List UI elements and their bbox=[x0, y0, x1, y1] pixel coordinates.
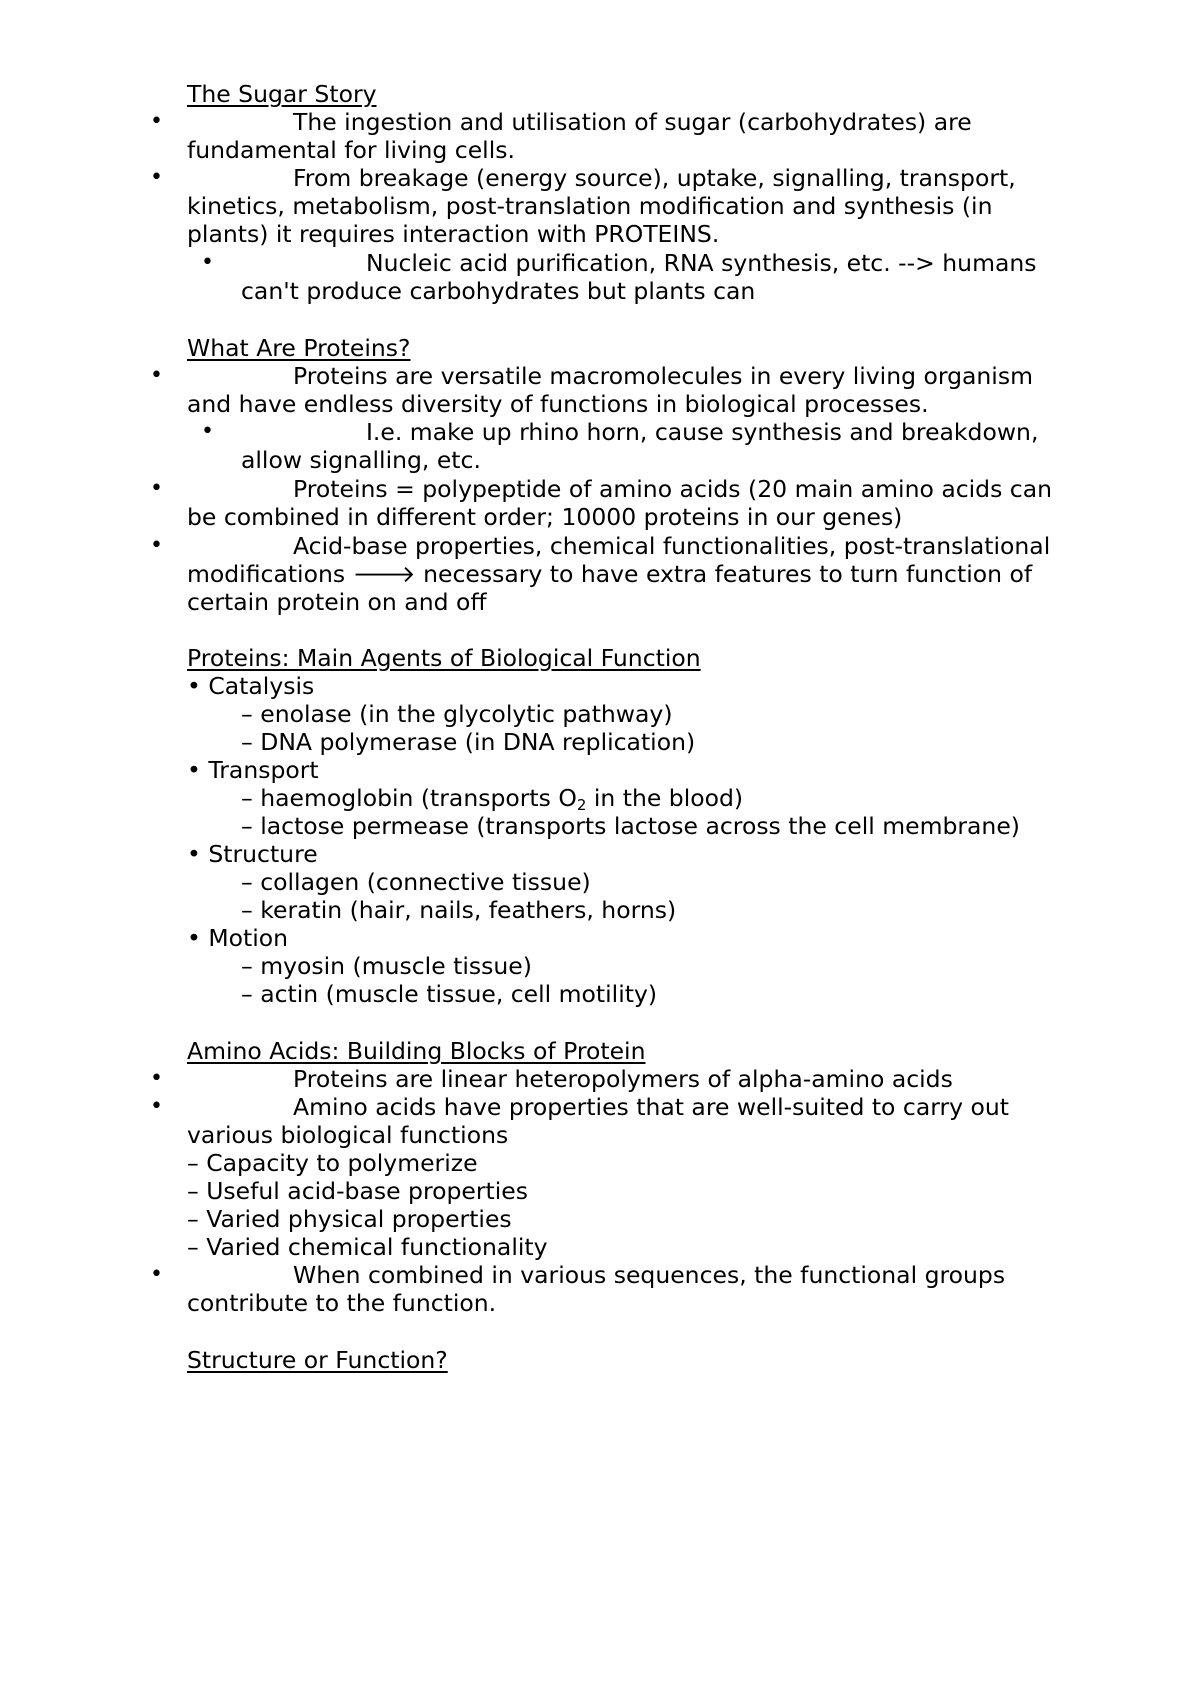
dash-item: – Varied physical properties bbox=[187, 1205, 512, 1233]
paragraph-line: When combined in various sequences, the functional groups bbox=[293, 1261, 1006, 1289]
paragraph-line: The ingestion and utilisation of sugar (carbohydrates) are bbox=[293, 108, 972, 136]
heading-what-are-proteins: What Are Proteins? bbox=[187, 334, 411, 362]
bullet-icon: • bbox=[201, 419, 214, 444]
bullet-icon: • bbox=[150, 109, 163, 134]
paragraph-line: Amino acids have properties that are well-suited to carry out bbox=[293, 1093, 1010, 1121]
sub-list-item: – actin (muscle tissue, cell motility) bbox=[241, 980, 658, 1008]
bullet-icon: • bbox=[150, 1262, 163, 1287]
bullet-icon: • bbox=[150, 363, 163, 388]
bullet-icon: • bbox=[150, 1094, 163, 1119]
sub-list-item: – keratin (hair, nails, feathers, horns) bbox=[241, 896, 677, 924]
heading-amino-acids: Amino Acids: Building Blocks of Protein bbox=[187, 1037, 646, 1065]
paragraph-line: Proteins are linear heteropolymers of alpha-amino acids bbox=[293, 1065, 953, 1093]
paragraph-line: modifications 🡒 necessary to have extra features to turn function of bbox=[187, 560, 1033, 588]
list-item: • Transport bbox=[187, 756, 319, 784]
list-item: • Structure bbox=[187, 840, 318, 868]
heading-sugar-story: The Sugar Story bbox=[187, 80, 377, 108]
dash-item: – Varied chemical functionality bbox=[187, 1233, 548, 1261]
sub-list-item: – collagen (connective tissue) bbox=[241, 868, 591, 896]
sub-list-item: – DNA polymerase (in DNA replication) bbox=[241, 728, 696, 756]
arrow-right-icon: 🡒 bbox=[352, 560, 416, 588]
paragraph-line: Acid-base properties, chemical functionalities, post-translational bbox=[293, 532, 1051, 560]
paragraph-line: can't produce carbohydrates but plants can bbox=[241, 277, 756, 305]
paragraph-line: plants) it requires interaction with PROTEINS. bbox=[187, 220, 720, 248]
dash-item: – Capacity to polymerize bbox=[187, 1149, 478, 1177]
sub-list-item: – haemoglobin (transports O2 in the blood) bbox=[241, 784, 744, 814]
paragraph-line: be combined in different order; 10000 proteins in our genes) bbox=[187, 503, 903, 531]
sub-list-item: – enolase (in the glycolytic pathway) bbox=[241, 700, 673, 728]
heading-main-agents: Proteins: Main Agents of Biological Function bbox=[187, 644, 701, 672]
paragraph-line: contribute to the function. bbox=[187, 1289, 497, 1317]
list-item: • Motion bbox=[187, 924, 289, 952]
paragraph-line: Proteins = polypeptide of amino acids (20 main amino acids can bbox=[293, 475, 1053, 503]
bullet-icon: • bbox=[201, 250, 214, 275]
paragraph-line: From breakage (energy source), uptake, signalling, transport, bbox=[293, 164, 1016, 192]
paragraph-line: Proteins are versatile macromolecules in every living organism bbox=[293, 362, 1033, 390]
paragraph-line: certain protein on and off bbox=[187, 588, 487, 616]
bullet-icon: • bbox=[150, 1066, 163, 1091]
paragraph-line: allow signalling, etc. bbox=[241, 446, 481, 474]
list-item: • Catalysis bbox=[187, 672, 315, 700]
paragraph-line: and have endless diversity of functions in biological processes. bbox=[187, 390, 929, 418]
paragraph-line: various biological functions bbox=[187, 1121, 509, 1149]
bullet-icon: • bbox=[150, 165, 163, 190]
paragraph-line: fundamental for living cells. bbox=[187, 136, 515, 164]
paragraph-line: kinetics, metabolism, post-translation modification and synthesis (in bbox=[187, 192, 993, 220]
bullet-icon: • bbox=[150, 533, 163, 558]
dash-item: – Useful acid-base properties bbox=[187, 1177, 528, 1205]
bullet-icon: • bbox=[150, 476, 163, 501]
heading-structure-or-function: Structure or Function? bbox=[187, 1346, 448, 1374]
paragraph-line: Nucleic acid purification, RNA synthesis, etc. --> humans bbox=[366, 249, 1037, 277]
paragraph-line: I.e. make up rhino horn, cause synthesis and breakdown, bbox=[366, 418, 1039, 446]
sub-list-item: – myosin (muscle tissue) bbox=[241, 952, 532, 980]
sub-list-item: – lactose permease (transports lactose across the cell membrane) bbox=[241, 812, 1020, 840]
